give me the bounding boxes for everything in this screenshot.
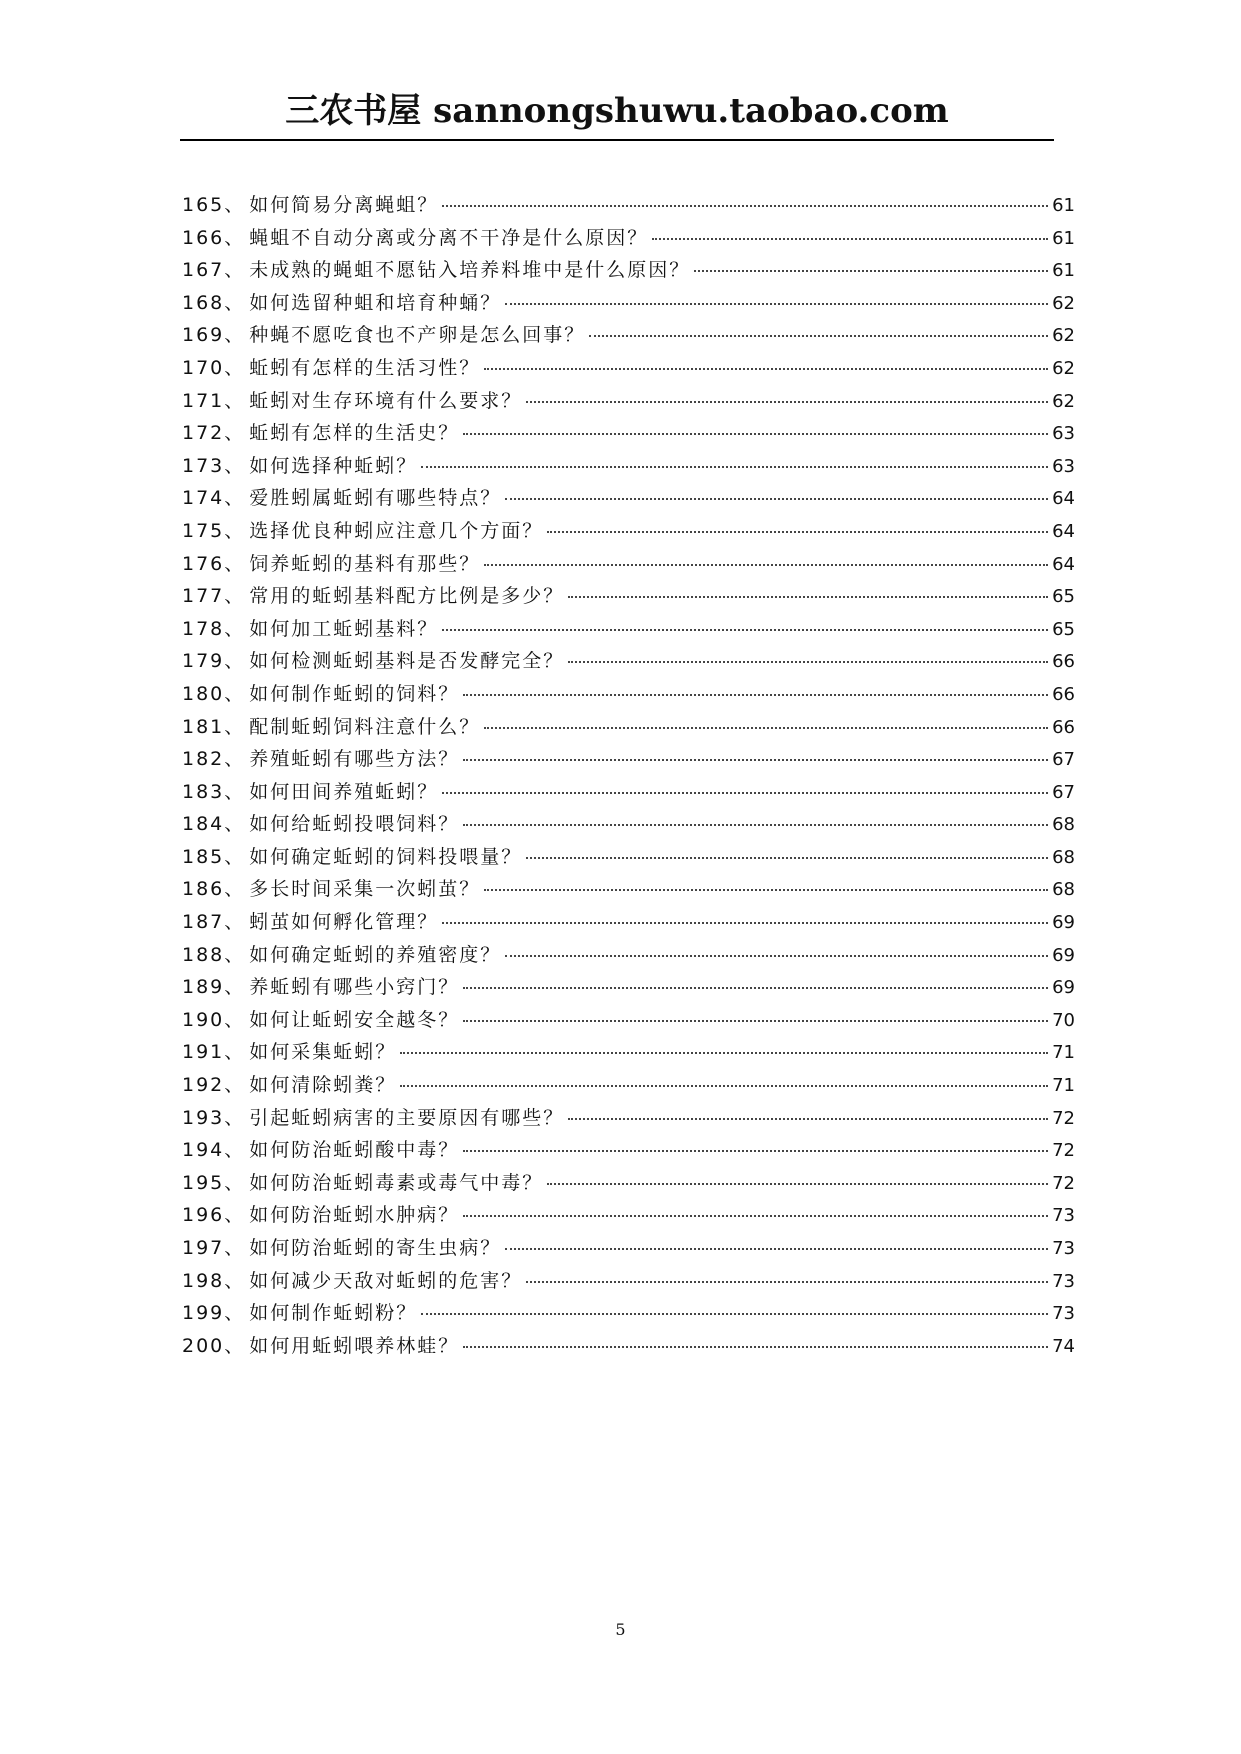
toc-entry-page: 66 xyxy=(1052,716,1075,738)
toc-entry-number: 189 xyxy=(182,976,225,999)
toc-entry-title: 多长时间采集一次蚓茧？ xyxy=(249,878,481,901)
toc-entry-separator: 、 xyxy=(224,487,246,510)
toc-entry[interactable] xyxy=(182,842,1075,875)
toc-entry-number: 188 xyxy=(182,943,225,966)
toc-dot-leader xyxy=(400,1085,1048,1087)
toc-entry-separator: 、 xyxy=(224,617,246,640)
toc-entry-separator: 、 xyxy=(224,585,246,608)
toc-entry-number: 186 xyxy=(182,878,225,901)
toc-entry[interactable] xyxy=(182,1037,1075,1070)
toc-dot-leader xyxy=(442,922,1048,924)
toc-entry-page: 73 xyxy=(1052,1303,1075,1325)
toc-entry-title: 养蚯蚓有哪些小窍门？ xyxy=(249,976,460,999)
toc-dot-leader xyxy=(463,433,1048,435)
toc-entry-page: 68 xyxy=(1052,846,1075,868)
toc-entry-separator: 、 xyxy=(224,650,246,673)
toc-entry[interactable] xyxy=(182,1168,1075,1201)
toc-dot-leader xyxy=(568,596,1048,598)
toc-entry-separator: 、 xyxy=(224,748,246,771)
toc-entry-title: 如何确定蚯蚓的养殖密度？ xyxy=(249,943,502,966)
toc-entry-page: 66 xyxy=(1052,683,1075,705)
toc-entry-number: 168 xyxy=(182,291,225,314)
toc-dot-leader xyxy=(400,1052,1048,1054)
toc-entry-number: 175 xyxy=(182,519,225,542)
toc-entry-separator: 、 xyxy=(224,845,246,868)
toc-entry-number: 190 xyxy=(182,1008,225,1031)
toc-entry-separator: 、 xyxy=(224,389,246,412)
toc-entry-number: 197 xyxy=(182,1237,225,1259)
toc-entry-title: 饲养蚯蚓的基料有那些？ xyxy=(249,552,481,575)
toc-entry-title: 引起蚯蚓病害的主要原因有哪些？ xyxy=(249,1106,565,1129)
toc-entry-page: 63 xyxy=(1052,423,1075,445)
toc-entry-number: 194 xyxy=(182,1139,225,1162)
toc-entry-title: 如何防治蚯蚓水肿病？ xyxy=(249,1204,460,1227)
toc-entry-page: 72 xyxy=(1052,1107,1075,1129)
toc-entry-page: 71 xyxy=(1052,1042,1075,1064)
toc-entry-number: 192 xyxy=(182,1074,225,1097)
toc-dot-leader xyxy=(463,759,1048,761)
toc-dot-leader xyxy=(526,1281,1048,1283)
toc-entry[interactable] xyxy=(182,874,1075,907)
toc-entry-title: 蚓茧如何孵化管理？ xyxy=(249,911,439,934)
toc-entry-title: 如何让蚯蚓安全越冬？ xyxy=(249,1008,460,1031)
toc-entry-page: 72 xyxy=(1052,1172,1075,1194)
toc-entry[interactable] xyxy=(182,288,1075,321)
toc-entry-page: 61 xyxy=(1052,227,1075,249)
toc-dot-leader xyxy=(484,368,1048,370)
toc-entry-separator: 、 xyxy=(224,780,246,803)
toc-entry-number: 178 xyxy=(182,617,225,640)
toc-entry[interactable] xyxy=(182,907,1075,940)
toc-entry-page: 69 xyxy=(1052,912,1075,934)
toc-entry-title: 选择优良种蚓应注意几个方面？ xyxy=(249,519,544,542)
toc-entry-page: 72 xyxy=(1052,1140,1075,1162)
toc-entry[interactable] xyxy=(182,940,1075,973)
toc-entry-title: 如何选择种蚯蚓？ xyxy=(249,454,418,477)
toc-entry-separator: 、 xyxy=(224,226,246,249)
toc-entry-page: 64 xyxy=(1052,488,1075,510)
toc-dot-leader xyxy=(463,694,1048,696)
toc-entry[interactable] xyxy=(182,1135,1075,1168)
toc-dot-leader xyxy=(505,955,1048,957)
toc-entry-number: 195 xyxy=(182,1171,225,1194)
toc-entry-separator: 、 xyxy=(224,1269,246,1292)
toc-entry-number: 179 xyxy=(182,650,225,673)
toc-entry[interactable] xyxy=(182,320,1075,353)
toc-entry-page: 65 xyxy=(1052,618,1075,640)
toc-entry[interactable] xyxy=(182,744,1075,777)
toc-entry-title: 爱胜蚓属蚯蚓有哪些特点？ xyxy=(249,487,502,510)
toc-entry[interactable] xyxy=(182,1070,1075,1103)
toc-entry-page: 69 xyxy=(1052,944,1075,966)
toc-entry[interactable] xyxy=(182,549,1075,582)
toc-entry-number: 167 xyxy=(182,259,225,282)
toc-entry-separator: 、 xyxy=(224,1204,246,1227)
toc-entry-page: 62 xyxy=(1052,325,1075,347)
toc-entry[interactable] xyxy=(182,386,1075,419)
toc-entry-page: 64 xyxy=(1052,520,1075,542)
toc-entry-title: 如何制作蚯蚓粉？ xyxy=(249,1302,418,1325)
toc-dot-leader xyxy=(463,1346,1048,1348)
toc-entry-title: 如何制作蚯蚓的饲料？ xyxy=(249,682,460,705)
toc-entry-title: 如何用蚯蚓喂养林蛙？ xyxy=(249,1334,460,1357)
toc-dot-leader xyxy=(442,205,1048,207)
toc-entry-separator: 、 xyxy=(224,1334,246,1357)
toc-entry-page: 61 xyxy=(1052,260,1075,282)
toc-entry[interactable] xyxy=(182,255,1075,288)
toc-entry-title: 如何采集蚯蚓？ xyxy=(249,1041,397,1064)
toc-dot-leader xyxy=(484,727,1048,729)
toc-entry-title: 如何清除蚓粪？ xyxy=(249,1074,397,1097)
toc-entry-page: 64 xyxy=(1052,553,1075,575)
toc-entry[interactable] xyxy=(182,1005,1075,1038)
toc-entry-separator: 、 xyxy=(224,976,246,999)
toc-entry-number: 182 xyxy=(182,748,225,771)
toc-entry-title: 如何确定蚯蚓的饲料投喂量？ xyxy=(249,845,523,868)
toc-entry-title: 如何检测蚯蚓基料是否发酵完全？ xyxy=(249,650,565,673)
toc-entry-page: 69 xyxy=(1052,977,1075,999)
toc-entry-separator: 、 xyxy=(224,1074,246,1097)
toc-entry-title: 配制蚯蚓饲料注意什么？ xyxy=(249,715,481,738)
toc-entry-separator: 、 xyxy=(224,422,246,445)
toc-entry[interactable] xyxy=(182,1200,1075,1233)
toc-entry-page: 73 xyxy=(1052,1238,1075,1259)
toc-entry-page: 66 xyxy=(1052,651,1075,673)
toc-entry[interactable] xyxy=(182,516,1075,549)
toc-entry-number: 176 xyxy=(182,552,225,575)
toc-entry-number: 165 xyxy=(182,194,225,216)
toc-entry-separator: 、 xyxy=(224,259,246,282)
toc-entry-number: 193 xyxy=(182,1106,225,1129)
toc-dot-leader xyxy=(463,1215,1048,1217)
toc-dot-leader xyxy=(547,1183,1048,1185)
toc-entry-number: 173 xyxy=(182,454,225,477)
toc-entry-page: 68 xyxy=(1052,879,1075,901)
toc-dot-leader xyxy=(694,270,1048,272)
toc-entry-number: 177 xyxy=(182,585,225,608)
toc-entry[interactable] xyxy=(182,223,1075,256)
toc-entry-separator: 、 xyxy=(224,1008,246,1031)
toc-dot-leader xyxy=(484,564,1048,566)
toc-entry-separator: 、 xyxy=(224,682,246,705)
toc-entry[interactable] xyxy=(182,1233,1075,1266)
toc-dot-leader xyxy=(505,303,1048,305)
toc-entry-number: 181 xyxy=(182,715,225,738)
toc-entry-number: 169 xyxy=(182,324,225,347)
toc-entry[interactable] xyxy=(182,777,1075,810)
toc-entry-number: 187 xyxy=(182,911,225,934)
toc-entry[interactable] xyxy=(182,646,1075,679)
toc-entry-title: 如何给蚯蚓投喂饲料？ xyxy=(249,813,460,836)
toc-entry-separator: 、 xyxy=(224,194,246,216)
toc-entry-page: 67 xyxy=(1052,749,1075,771)
toc-entry-separator: 、 xyxy=(224,1139,246,1162)
toc-entry-separator: 、 xyxy=(224,1041,246,1064)
toc-entry-title: 养殖蚯蚓有哪些方法？ xyxy=(249,748,460,771)
toc-entry-separator: 、 xyxy=(224,715,246,738)
toc-entry[interactable] xyxy=(182,418,1075,451)
toc-dot-leader xyxy=(505,498,1048,500)
toc-entry-title: 蚯蚓有怎样的生活史？ xyxy=(249,422,460,445)
toc-entry[interactable] xyxy=(182,1103,1075,1136)
toc-entry-number: 171 xyxy=(182,389,225,412)
toc-entry-page: 68 xyxy=(1052,814,1075,836)
toc-entry-number: 166 xyxy=(182,226,225,249)
toc-entry-title: 蚯蚓对生存环境有什么要求？ xyxy=(249,389,523,412)
toc-entry[interactable] xyxy=(182,1266,1075,1299)
toc-entry-number: 198 xyxy=(182,1269,225,1292)
toc-entry-title: 蚯蚓有怎样的生活习性？ xyxy=(249,356,481,379)
toc-entry-page: 62 xyxy=(1052,357,1075,379)
toc-entry-page: 70 xyxy=(1052,1009,1075,1031)
toc-entry[interactable] xyxy=(182,1298,1075,1331)
toc-entry-title: 如何防治蚯蚓毒素或毒气中毒？ xyxy=(249,1171,544,1194)
toc-dot-leader xyxy=(526,857,1048,859)
toc-entry[interactable] xyxy=(182,712,1075,745)
toc-dot-leader xyxy=(463,824,1048,826)
toc-entry-separator: 、 xyxy=(224,943,246,966)
toc-entry-title: 如何防治蚯蚓的寄生虫病？ xyxy=(249,1237,502,1259)
toc-entry-page: 73 xyxy=(1052,1205,1075,1227)
toc-entry-page: 73 xyxy=(1052,1270,1075,1292)
toc-entry-separator: 、 xyxy=(224,813,246,836)
toc-entry-page: 62 xyxy=(1052,292,1075,314)
toc-entry[interactable] xyxy=(182,353,1075,386)
toc-dot-leader xyxy=(526,401,1048,403)
page-header-title: 三农书屋 sannongshuwu.taobao.com xyxy=(285,91,949,131)
toc-entry[interactable] xyxy=(182,972,1075,1005)
toc-entry-separator: 、 xyxy=(224,552,246,575)
toc-entry[interactable] xyxy=(182,679,1075,712)
toc-dot-leader xyxy=(568,661,1048,663)
toc-dot-leader xyxy=(484,889,1048,891)
toc-entry-title: 如何田间养殖蚯蚓？ xyxy=(249,780,439,803)
toc-dot-leader xyxy=(442,792,1048,794)
toc-entry-title: 如何加工蚯蚓基料？ xyxy=(249,617,439,640)
page-number: 5 xyxy=(615,1620,626,1639)
toc-entry-separator: 、 xyxy=(224,356,246,379)
toc-entry-number: 180 xyxy=(182,682,225,705)
toc-entry-page: 65 xyxy=(1052,586,1075,608)
toc-dot-leader xyxy=(463,987,1048,989)
toc-entry-title: 如何简易分离蝇蛆？ xyxy=(249,194,439,216)
toc-entry-page: 67 xyxy=(1052,781,1075,803)
toc-entry-separator: 、 xyxy=(224,1237,246,1259)
toc-entry-separator: 、 xyxy=(224,1171,246,1194)
toc-entry-number: 172 xyxy=(182,422,225,445)
toc-entry-title: 蝇蛆不自动分离或分离不干净是什么原因？ xyxy=(249,226,649,249)
table-of-contents xyxy=(182,190,1075,1363)
toc-entry-number: 196 xyxy=(182,1204,225,1227)
toc-entry-number: 185 xyxy=(182,845,225,868)
toc-entry-separator: 、 xyxy=(224,1106,246,1129)
toc-entry-number: 170 xyxy=(182,356,225,379)
toc-entry[interactable] xyxy=(182,614,1075,647)
toc-entry-separator: 、 xyxy=(224,454,246,477)
toc-entry-title: 如何减少天敌对蚯蚓的危害？ xyxy=(249,1269,523,1292)
toc-entry-title: 如何选留种蛆和培育种蛹？ xyxy=(249,291,502,314)
toc-entry-title: 未成熟的蝇蛆不愿钻入培养料堆中是什么原因？ xyxy=(249,259,691,282)
toc-entry-number: 199 xyxy=(182,1302,225,1325)
toc-entry[interactable] xyxy=(182,1331,1075,1364)
toc-entry-page: 62 xyxy=(1052,390,1075,412)
toc-dot-leader xyxy=(463,1150,1048,1152)
toc-entry-title: 常用的蚯蚓基料配方比例是多少？ xyxy=(249,585,565,608)
toc-entry-separator: 、 xyxy=(224,519,246,542)
toc-entry[interactable] xyxy=(182,190,1075,223)
toc-entry[interactable] xyxy=(182,451,1075,484)
toc-entry-number: 183 xyxy=(182,780,225,803)
toc-entry-page: 71 xyxy=(1052,1075,1075,1097)
toc-entry[interactable] xyxy=(182,581,1075,614)
header-divider xyxy=(180,139,1054,141)
toc-entry-separator: 、 xyxy=(224,1302,246,1325)
toc-dot-leader xyxy=(421,466,1048,468)
toc-dot-leader xyxy=(442,629,1048,631)
toc-entry-page: 74 xyxy=(1052,1335,1075,1357)
toc-dot-leader xyxy=(568,1118,1048,1120)
toc-dot-leader xyxy=(589,335,1048,337)
toc-dot-leader xyxy=(421,1313,1048,1315)
toc-dot-leader xyxy=(652,238,1048,240)
toc-entry-title: 种蝇不愿吃食也不产卵是怎么回事？ xyxy=(249,324,586,347)
toc-entry-page: 61 xyxy=(1052,195,1075,216)
toc-dot-leader xyxy=(505,1248,1048,1250)
toc-entry-number: 184 xyxy=(182,813,225,836)
toc-entry-number: 200 xyxy=(182,1334,225,1357)
toc-dot-leader xyxy=(463,1020,1048,1022)
toc-entry-separator: 、 xyxy=(224,291,246,314)
toc-entry-number: 191 xyxy=(182,1041,225,1064)
toc-entry-separator: 、 xyxy=(224,878,246,901)
toc-entry-title: 如何防治蚯蚓酸中毒？ xyxy=(249,1139,460,1162)
toc-dot-leader xyxy=(547,531,1048,533)
toc-entry-separator: 、 xyxy=(224,324,246,347)
toc-entry-page: 63 xyxy=(1052,455,1075,477)
toc-entry-number: 174 xyxy=(182,487,225,510)
toc-entry[interactable] xyxy=(182,809,1075,842)
toc-entry[interactable] xyxy=(182,483,1075,516)
toc-entry-separator: 、 xyxy=(224,911,246,934)
